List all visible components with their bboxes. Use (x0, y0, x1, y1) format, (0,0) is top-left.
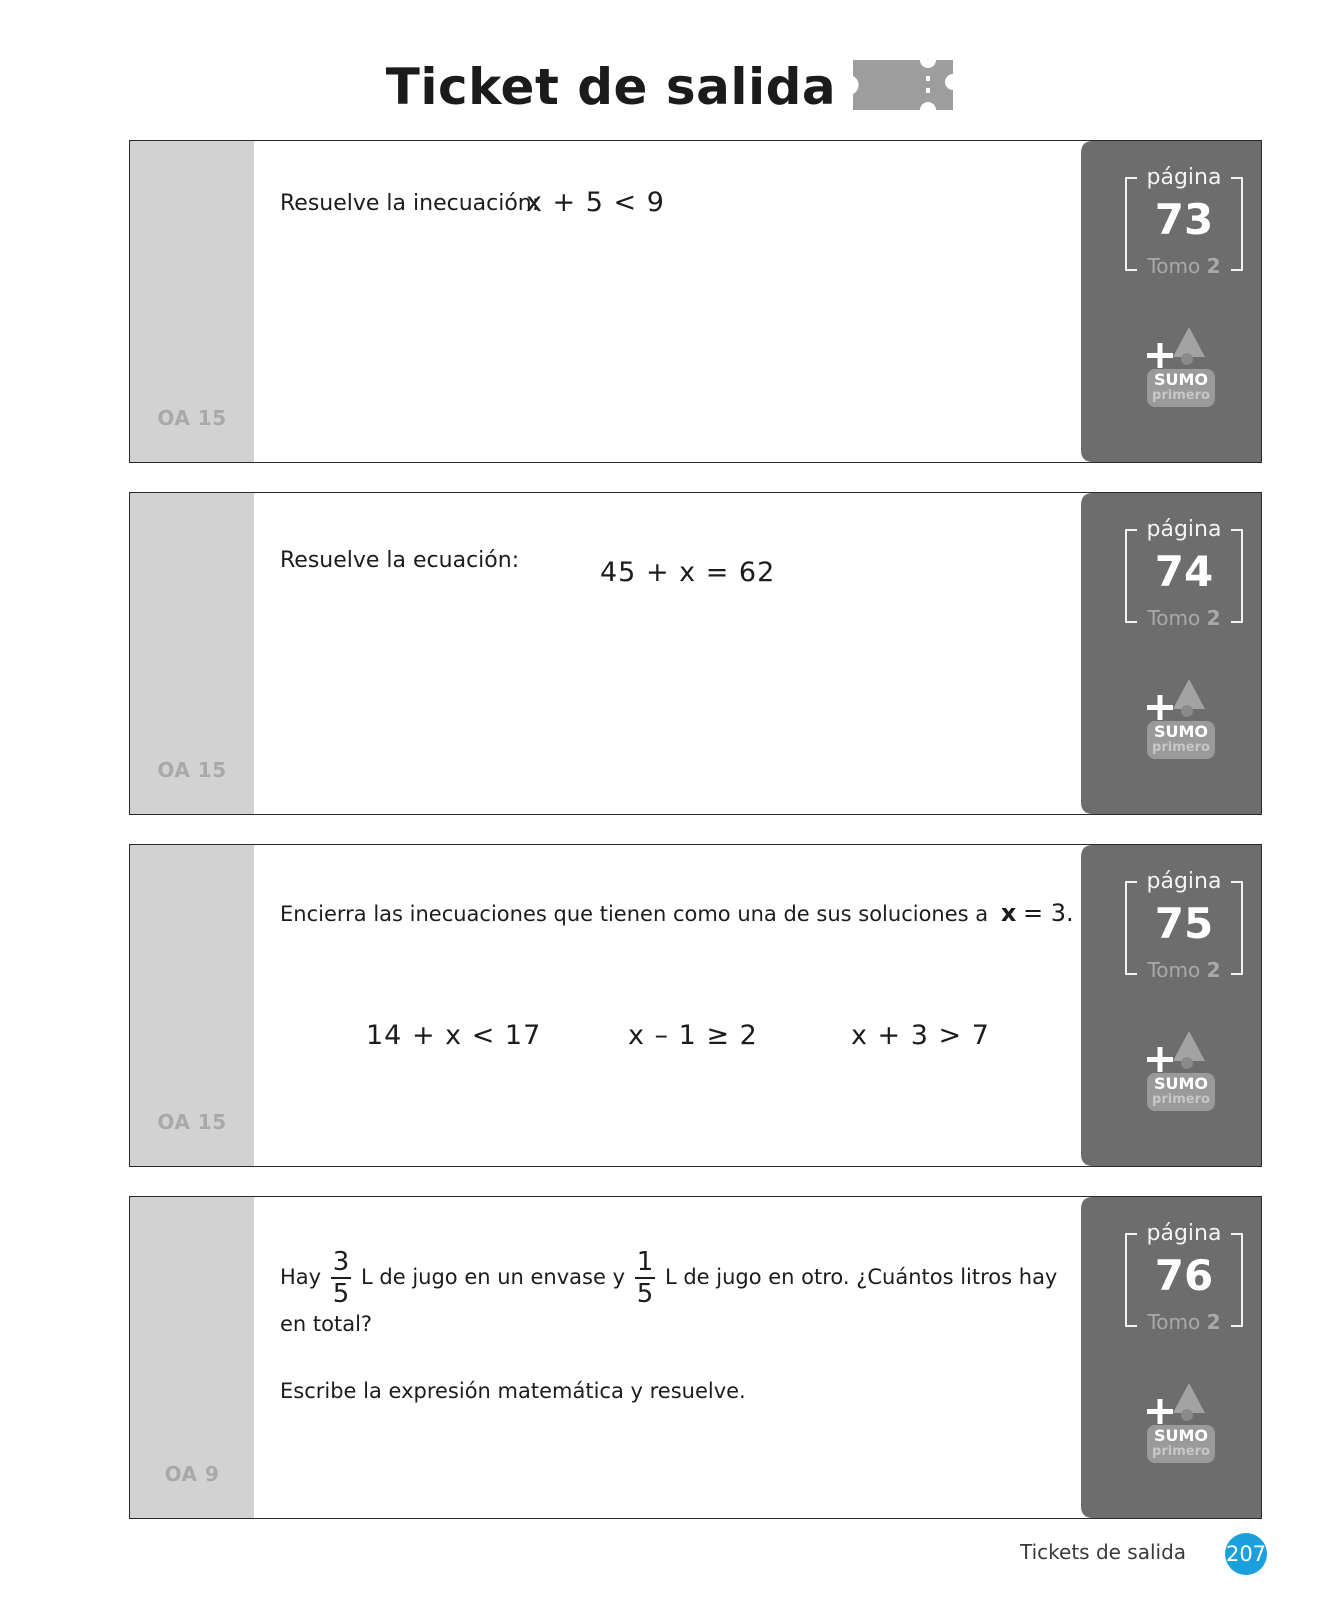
pagina-label: página (1146, 869, 1222, 894)
tomo-label: Tomo 2 (1147, 254, 1221, 278)
pagina-label: página (1146, 517, 1222, 542)
card-content (280, 1197, 1081, 1518)
page-reference-panel (1103, 493, 1261, 814)
footer-page-number: 207 (1225, 1533, 1267, 1575)
fraction-one-fifth: $\frac{1}{5}$ (636, 1247, 654, 1309)
sumo-primero-logo: SUMO primero (1141, 675, 1221, 765)
instruction-text: Resuelve la ecuación: (280, 548, 520, 573)
sumo-primero-logo: SUMO primero (1141, 323, 1221, 413)
page-title (0, 58, 1339, 116)
card-content (280, 493, 1081, 814)
instruction-text: Resuelve la inecuación: (280, 191, 540, 216)
page-number: 76 (1154, 1251, 1214, 1300)
page-reference-panel (1103, 1197, 1261, 1518)
condition-variable: x (1000, 899, 1017, 927)
inequation-option-1[interactable]: 14 + x < 17 (366, 1020, 542, 1051)
tomo-label: Tomo 2 (1147, 958, 1221, 982)
ticket-card-4 (129, 1196, 1262, 1519)
oa-label: OA 9 (164, 1462, 220, 1486)
page-number: 75 (1154, 899, 1214, 948)
page-number: 73 (1154, 195, 1214, 244)
ticket-card-3 (129, 844, 1262, 1167)
problem-text-line-1: Hay $\frac{3}{5}$ L de jugo en un envase y $\frac{1}{5}$ L de jugo en otro. ¿Cuántos litros hay (280, 1247, 1058, 1309)
page-title-text: Ticket de salida (385, 58, 837, 116)
sumo-primero-logo: SUMO primero (1141, 1027, 1221, 1117)
inequation-option-2[interactable]: x – 1 ≥ 2 (628, 1020, 758, 1051)
sumo-primero-logo: SUMO primero (1141, 1379, 1221, 1469)
oa-label: OA 15 (157, 406, 227, 430)
oa-label: OA 15 (157, 758, 227, 782)
ticket-card-2 (129, 492, 1262, 815)
inequation-expression: x + 5 < 9 (526, 187, 665, 218)
tomo-label: Tomo 2 (1147, 1310, 1221, 1334)
instruction-text: Encierra las inecuaciones que tienen como una de sus soluciones a x = 3. (280, 899, 1074, 927)
page-reference-panel (1103, 845, 1261, 1166)
problem-text-line-2: en total? (280, 1312, 373, 1336)
page-reference-panel (1103, 141, 1261, 462)
footer-section-label: Tickets de salida (1020, 1540, 1187, 1564)
equation-expression: 45 + x = 62 (600, 557, 776, 588)
card-content (280, 845, 1081, 1166)
ticket-icon (853, 60, 953, 114)
page-number: 74 (1154, 547, 1214, 596)
ticket-card-1 (129, 140, 1262, 463)
inequation-option-3[interactable]: x + 3 > 7 (851, 1020, 990, 1051)
fraction-three-fifths: $\frac{3}{5}$ (332, 1247, 350, 1309)
oa-label: OA 15 (157, 1110, 227, 1134)
condition-value: = 3. (1023, 899, 1074, 927)
pagina-label: página (1146, 1221, 1222, 1246)
tomo-label: Tomo 2 (1147, 606, 1221, 630)
pagina-label: página (1146, 165, 1222, 190)
card-content (280, 141, 1081, 462)
instruction-text: Escribe la expresión matemática y resuelve. (280, 1379, 746, 1403)
